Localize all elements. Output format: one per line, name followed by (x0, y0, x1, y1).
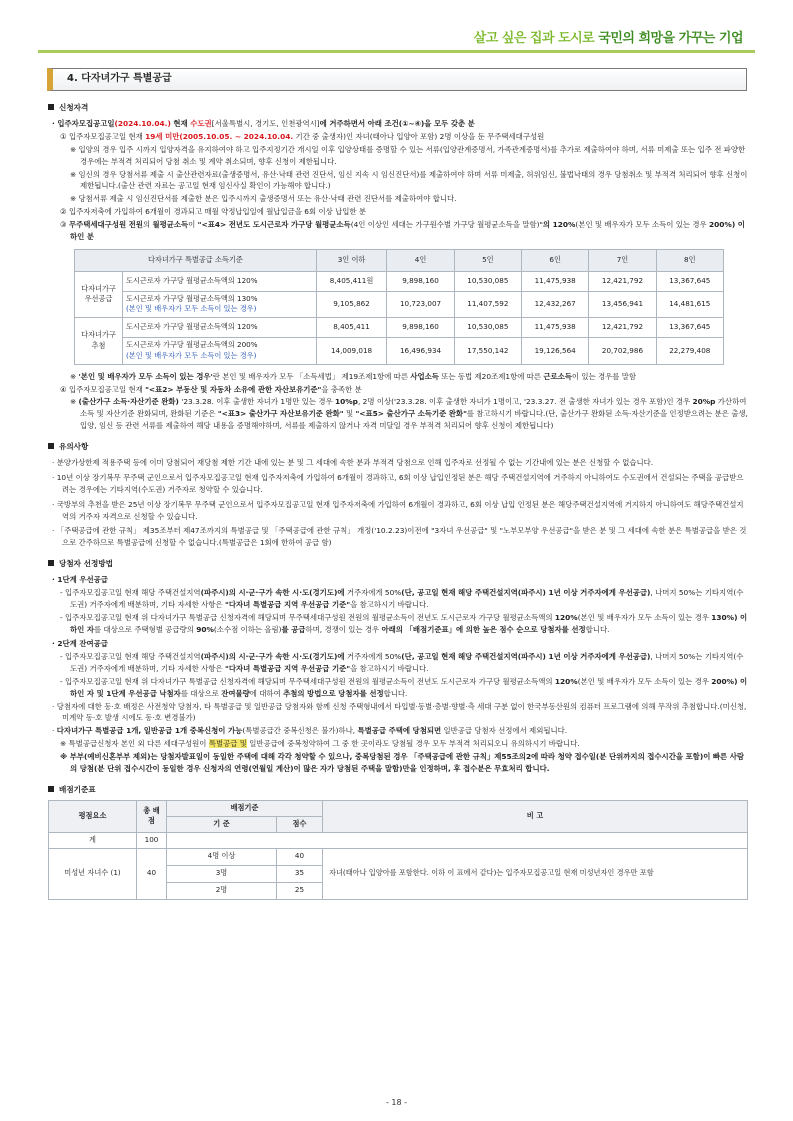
s2-a2: (파주시)의 시·군·구가 속한 시·도(경기도)에 (200, 652, 345, 662)
table-cell: 13,367,645 (656, 271, 723, 291)
birth-relief-note (48, 396, 750, 432)
row-label-text: 도시근로자 가구당 월평균소득액의 200% (126, 340, 258, 350)
table-cell: 10,530,085 (454, 271, 521, 291)
row-label-sub: (본인 및 배우자가 모두 소득이 있는 경우) (126, 350, 257, 360)
tnote-e: 또는 동법 제20조제1항에 따른 (438, 371, 544, 381)
table-cell: 12,432,267 (521, 291, 588, 318)
square-bullet-icon (48, 104, 54, 110)
table-cell: 3명 (167, 865, 277, 882)
stage-2-title: · 2단계 잔여공급 (52, 639, 108, 649)
table-header-row (49, 800, 748, 816)
table-header: 8인 (656, 249, 723, 271)
page-number: - 18 - (385, 1098, 408, 1107)
c4n-i: 및 (343, 409, 356, 419)
scoring-heading (48, 784, 750, 796)
table-header: 7인 (589, 249, 656, 271)
s1-b12: 합니다. (585, 624, 610, 634)
s2-a7: 을 참고하시기 바랍니다. (350, 664, 429, 674)
c3-d: 월평균소득 (152, 219, 189, 229)
s2-b6: 를 대상으로 (180, 688, 222, 698)
unit-assignment-note: · 당첨자에 대한 동·호 배정은 사전청약 당첨자, 타 특별공급 및 일반공급 당첨자와 함께 신청 주택형내에서 타입별·동별·층별·향별·측 세대 구분 없이 한국부동산원의 컴퓨터 프로그램에 의해 무작위 추첨합니다.(미신청, 미계약 동·호 발생 시에도 동·호 변경불가) (52, 701, 747, 723)
table-header: 3인 이하 (316, 249, 387, 271)
intro-date: (2024.10.04.) (114, 119, 171, 129)
table-cell: 14,481,615 (656, 291, 723, 318)
table-cell: 40 (137, 848, 167, 899)
row-label-sub: (본인 및 배우자가 모두 소득이 있는 경우) (126, 304, 257, 314)
s2-a6: "다자녀 특별공급 지역 우선공급 기준" (224, 664, 351, 674)
c1-d: 기간 중 출생자)인 자녀(태아나 입양아 포함) 2명 이상을 둔 무주택세대구성원 (293, 131, 545, 141)
row-label-text: 도시근로자 가구당 월평균소득액의 120% (126, 322, 258, 332)
tnote-f: 근로소득 (543, 371, 572, 381)
household-duplicate-note (48, 738, 750, 750)
s2-b8: 에 대하여 (249, 688, 284, 698)
table-header: 5인 (454, 249, 521, 271)
p4-b: 다자녀가구 특별공급 1개, 일반공급 1개 중복신청이 가능 (56, 726, 243, 736)
table-cell: 자녀(태아나 입양아를 포함한다. 이하 이 표에서 같다)는 입주자모집공고일 현재 미성년자인 경우만 포함 (323, 848, 748, 899)
pregnancy-note: ※ 임신의 경우 당첨서류 제출 시 출산관련자료(출생증명서, 유산·낙태 관련 진단서, 임신 지속 시 임신진단서)를 제출하여야 하며 서류 미제출, 허위임신, 불법낙태의 경우 당첨취소 및 부적격 처리되어 향후 신청이 제한됩니다.(출산 관련 자료는 공고일 현재 임신사실 확인이 가능해야 합니다.) (70, 169, 748, 191)
intro-c: [서울특별시, 경기도, 인천광역시] (211, 119, 320, 129)
table-cell: 미성년 자녀수 (1) (49, 848, 137, 899)
s1-a1: - 입주자모집공고일 현재 해당 주택건설지역 (60, 588, 201, 598)
section-title: 4. 다자녀가구 특별공급 (47, 68, 747, 91)
table-header: 다자녀가구 특별공급 소득기준 (75, 249, 317, 271)
table-row (49, 848, 748, 865)
table-cell: 11,475,938 (521, 318, 588, 338)
condition-1 (48, 131, 750, 143)
selection-heading (48, 558, 750, 570)
table-cell: 19,126,564 (521, 338, 588, 365)
table-header: 평점요소 (49, 800, 137, 832)
c3-i: (본인 및 배우자가 모두 소득이 있는 경우 (575, 219, 709, 229)
p4-a: · (52, 726, 57, 736)
c3-c: 의 (142, 219, 153, 229)
duplicate-application-note (48, 725, 750, 737)
table-cell: 14,009,018 (316, 338, 387, 365)
c3-f: "<표4> 전년도 도시근로자 가구당 월평균소득 (197, 219, 351, 229)
s2-b5: ) 이하인 자 및 1단계 우선공급 낙첨자 (70, 676, 748, 698)
table-row (49, 832, 748, 848)
condition-4 (48, 384, 750, 396)
tagline-part-a: 살고 싶은 집과 도시로 (473, 31, 595, 46)
row-label-text: 도시근로자 가구당 월평균소득액의 120% (126, 275, 258, 285)
c1-a: ① 입주자모집공고일 현재 (60, 131, 146, 141)
income-standard-table (74, 249, 724, 365)
table-cell: 16,496,934 (387, 338, 454, 365)
c4n-d: 10%p (334, 397, 358, 407)
s1-b1: - 입주자모집공고일 현재 위 다자녀가구 특별공급 신청자격에 해당되며 무주택세대구성원 전원의 월평균소득이 전년도 도시근로자 가구당 월평균소득액의 (60, 612, 555, 622)
row-label (123, 338, 317, 365)
table-cell: 40 (277, 848, 323, 865)
s2-b4: 200% (711, 676, 735, 686)
c4n-f: 20%p (692, 397, 716, 407)
c4n-j: "<표5> 출산가구 소득기준 완화" (355, 409, 467, 419)
p4n-c: 일반공급에 중복청약하여 그 중 한 곳이라도 당첨될 경우 모두 부적격 처리되오니 유의하시기 바랍니다. (246, 739, 580, 749)
table-cell: 8,405,411원 (316, 271, 387, 291)
square-bullet-icon (48, 443, 54, 449)
table-row (75, 338, 724, 365)
c4-b: "<표2> 부동산 및 자동차 소유에 관한 자산보유기준" (145, 384, 322, 394)
row-label (123, 271, 317, 291)
s1-a7: 을 참고하시기 바랍니다. (350, 599, 429, 609)
c3-a: ③ (60, 219, 69, 229)
stage-1-region (48, 587, 750, 611)
diagnosis-note: ※ 당첨서류 제출 시 임신진단서를 제출한 분은 입주시까지 출생증명서 또는 유산·낙태 관련 진단서를 제출하여야 합니다. (70, 194, 457, 204)
tnote-c: 란 본인 및 배우자가 모두 「소득세법」 제19조제1항에 따른 (212, 371, 411, 381)
table-row (75, 291, 724, 318)
table-header: 비 고 (323, 800, 748, 832)
table-cell: 13,367,645 (656, 318, 723, 338)
table-cell: 12,421,792 (589, 271, 656, 291)
square-bullet-icon (48, 560, 54, 566)
table-cell: 9,105,862 (316, 291, 387, 318)
row-label (123, 291, 317, 318)
s1-b4: 130% (711, 612, 735, 622)
s2-b1: - 입주자모집공고일 현재 위 다자녀가구 특별공급 신청자격에 해당되며 무주택세대구성원 전원의 월평균소득이 전년도 도시근로자 가구당 월평균소득액의 (60, 676, 555, 686)
tagline-part-b: 국민의 희망을 가꾸는 기업 (598, 31, 743, 46)
table-cell: 2명 (167, 882, 277, 899)
tnote-b: '본인 및 배우자가 모두 소득이 있는 경우' (78, 371, 213, 381)
c4n-b: (출산가구 소득·자산기준 완화) (78, 397, 179, 407)
s1-b6: 를 대상으로 주택형별 공급량의 (94, 624, 197, 634)
table-cell: 20,702,986 (589, 338, 656, 365)
s2-a1: - 입주자모집공고일 현재 해당 주택건설지역 (60, 652, 201, 662)
c3-g: (4인 이상인 세대는 가구원수별 가구당 월평균소득을 말함)" (350, 219, 543, 229)
stage-2-region (48, 651, 750, 675)
table-cell: 25 (277, 882, 323, 899)
c4n-e: , 2명 이상('23.3.28. 이후 출생한 자녀가 1명이고, '23.3.27. 전 출생한 자녀가 있는 경우 포함)인 경우 (357, 397, 693, 407)
table-row (75, 318, 724, 338)
scoring-table (48, 800, 748, 900)
s1-b11: 아래의 「배점기준표」에 의한 높은 점수 순으로 당첨자를 선정 (381, 624, 586, 634)
row-label-text: 도시근로자 가구당 월평균소득액의 130% (126, 293, 258, 303)
s2-b9: 추첨의 방법으로 당첨자를 선정 (283, 688, 384, 698)
p4n-a: ※ 특별공급신청자 본인 외 다른 세대구성원이 (60, 739, 209, 749)
c3-b: 무주택세대구성원 전원 (68, 219, 143, 229)
table-header: 총 배점 (137, 800, 167, 832)
s1-b5: ) 이하인 자 (70, 612, 748, 634)
tnote-d: 사업소득 (410, 371, 439, 381)
page-content (48, 100, 750, 900)
heading-text: 유의사항 (59, 441, 89, 451)
s2-b7: 잔여물량 (221, 688, 250, 698)
intro-region: 수도권 (190, 119, 212, 129)
table-cell: 계 (49, 832, 137, 848)
s1-a4: (단, 공고일 현재 해당 주택건설지역(파주시) 1년 이상 거주자에게 우선공급) (401, 588, 651, 598)
header-divider (38, 50, 755, 53)
table-cell: 17,550,142 (454, 338, 521, 365)
s1-b10: 하며, 경쟁이 있는 경우 (305, 624, 382, 634)
table-header: 기 준 (167, 816, 277, 832)
heading-text: 신청자격 (59, 103, 89, 112)
intro-b: 현재 (170, 119, 191, 129)
table-cell: 9,898,160 (387, 318, 454, 338)
s2-b10: 합니다. (383, 688, 408, 698)
eligibility-intro (48, 118, 750, 130)
table-cell: 10,723,007 (387, 291, 454, 318)
tnote-g: 이 있는 경우를 말함 (571, 371, 637, 381)
c1-c: (2005.10.05. ~ 2024.10.04. (179, 131, 294, 141)
table-cell: 10,530,085 (454, 318, 521, 338)
caution-item: · 「주택공급에 관한 규칙」 제35조부터 제47조까지의 특별공급 및 「주택공급에 관한 규칙」 개정('10.2.23)이전에 "3자녀 우선공급" 및 "노부모부양 우선공급"을 받은 분 및 그 세대에 속한 분은 특별공급을 받은 것으로 간주하므로 특별공급에 신청할 수 없습니다.(특별공급은 1회에 한하여 공급 함) (52, 526, 747, 548)
c1-b: 19세 미만 (145, 131, 180, 141)
table-cell: 9,898,160 (387, 271, 454, 291)
table-cell: 8,405,411 (316, 318, 387, 338)
s1-b8: (소수점 이하는 올림) (213, 624, 282, 634)
c3-e: 이 (188, 219, 198, 229)
c4n-g: 가산하여 소득 및 자산기준 완화되며, 완화된 기준은 (80, 397, 747, 419)
condition-2: ② 입주자저축에 가입하여 6개월이 경과되고 매월 약정납입일에 월납입금을 6회 이상 납입한 분 (60, 207, 367, 217)
stage-2-criteria (48, 676, 750, 700)
s1-a2: (파주시)의 시·군·구가 속한 시·도(경기도)에 (200, 588, 345, 598)
row-group: 다자녀가구 추첨 (75, 318, 123, 365)
table-header: 4인 (387, 249, 454, 271)
tnote-a: ※ (70, 371, 79, 381)
table-cell: 100 (137, 832, 167, 848)
income-table-note (48, 371, 750, 383)
caution-item: · 국방부의 추천을 받은 25년 이상 장기복무 무주택 군인으로서 입주자모집공고일 현재 입주자저축에 가입하여 6개월이 경과하고, 6회 이상 납입 인정된 분은 해당주택건설지역에 거지하지 아니하여도 해당주택건설지역의 거주자 자격으로 신청할 수 있습니다. (52, 499, 744, 521)
heading-text: 당첨자 선정방법 (59, 559, 113, 569)
square-bullet-icon (48, 786, 54, 792)
table-cell: 11,475,938 (521, 271, 588, 291)
s2-a4: (단, 공고일 현재 해당 주택건설지역(파주시) 1년 이상 거주자에게 우선공급) (401, 652, 651, 662)
stage-1-criteria (48, 612, 750, 636)
heading-text: 배점기준표 (59, 784, 96, 794)
table-cell: 22,279,408 (656, 338, 723, 365)
corporate-tagline (474, 29, 743, 50)
c3-k: ) 이하인 분 (70, 219, 745, 241)
p4-e: 일반공급 당첨자 선정에서 제외됩니다. (441, 726, 568, 736)
p4n-b-highlight: 특별공급 및 (208, 739, 247, 749)
table-cell: 13,456,941 (589, 291, 656, 318)
s2-a5: , 나머지 50%는 기타지역(수도권) 거주자에게 배분하며, 기타 자세한 사항은 (70, 652, 744, 674)
row-group: 다자녀가구 우선공급 (75, 271, 123, 318)
c4n-a: ※ (70, 397, 79, 407)
stage-1-title: · 1단계 우선공급 (52, 575, 108, 585)
table-cell: 35 (277, 865, 323, 882)
c4n-k: 를 참고하시기 바랍니다.(단, 출산가구 완화된 소득·자산기준을 인정받으려는 분은 출생, 입양, 임신 등 관련 서류를 제출하여 해당 내용을 증명해야하며, 서류를 제출하지 않거나 자격 미달일 경우 부적격 처리되어 향후 신청이 제한됩니다) (80, 409, 748, 431)
s1-b9: 를 공급 (281, 624, 306, 634)
s1-a5: , 나머지 50%는 기타지역(수도권) 거주자에게 배분하며, 기타 자세한 사항은 (70, 588, 744, 609)
cautions-heading (48, 441, 750, 453)
adoption-note: ※ 입양의 경우 입주 시까지 입양자격을 유지하여야 하고 입주지정기간 개시일 이후 입양상태를 증명할 수 있는 서류(입양관계증명서, 가족관계증명서)를 추가로 제출하여야 하며, 서류 미제출 또는 입주 전 파양한 경우에는 부적격 처리되어 당첨 취소 및 계약 취소되며, 향후 신청이 제한됩니다. (70, 144, 746, 166)
c4-a: ④ 입주자모집공고일 현재 (60, 384, 146, 394)
s2-b2: 120% (554, 676, 578, 686)
s1-b3: (본인 및 배우자가 모두 소득이 있는 경우 (577, 612, 712, 622)
table-cell: 12,421,792 (589, 318, 656, 338)
s1-a3: 거주자에게 50% (344, 588, 402, 598)
condition-3 (48, 219, 750, 243)
table-cell: 11,407,592 (454, 291, 521, 318)
spouse-duplicate-note: ※ 부부(예비신혼부부 제외)는 당첨자발표일이 동일한 주택에 대해 각각 청약할 수 있으나, 중복당첨된 경우 「주택공급에 관한 규칙」제55조의2에 따라 청약 접수일(분 단위까지의 접수시간을 포함)이 빠른 사람의 당첨(분 단위 접수시간이 동일한 경우 신청자의 연령(연월일 계산)이 많은 자가 당첨된 주택을 말함)만을 인정하며, 후 접수분은 무효처리 합니다. (60, 751, 745, 773)
s1-b2: 120% (554, 612, 578, 622)
intro-d: 에 거주하면서 아래 조건(①~④)을 모두 갖춘 분 (319, 119, 475, 129)
row-label (123, 318, 317, 338)
table-row (75, 271, 724, 291)
c3-j: 200% (708, 219, 732, 229)
eligibility-heading (48, 102, 750, 114)
table-header-row (75, 249, 724, 271)
table-header: 6인 (521, 249, 588, 271)
s1-b7: 90% (196, 624, 214, 634)
table-header: 배점기준 (167, 800, 323, 816)
table-header: 점수 (277, 816, 323, 832)
intro-a: · 입주자모집공고일 (52, 119, 115, 129)
p4-d: 특별공급 주택에 당첨되면 (357, 726, 442, 736)
s1-a6: "다자녀 특별공급 지역 우선공급 기준" (224, 599, 351, 609)
table-cell: 4명 이상 (167, 848, 277, 865)
c4n-h: "<표3> 출산가구 자산보유기준 완화" (217, 409, 344, 419)
p4-c: (특별공급간 중복신청은 불가)하나, (242, 726, 358, 736)
table-cell (167, 832, 748, 848)
s2-b3: (본인 및 배우자가 모두 소득이 있는 경우 (577, 676, 712, 686)
c4-c: 을 충족한 분 (321, 384, 362, 394)
caution-item: · 10년 이상 장기복무 무주택 군인으로서 입주자모집공고일 현재 입주자저축에 가입하여 6개월이 경과하고, 6회 이상 납입인정된 분은 해당 주택건설지역에 거주하지 아니하여도 수도권에서 건설되는 주택을 공급받으려는 경우에는 기타지역(수도권) 거주자로 청약할 수 있습니다. (52, 472, 744, 494)
c3-h: 의 120% (542, 219, 576, 229)
caution-item: · 분양가상한제 적용주택 등에 이미 당첨되어 재당첨 제한 기간 내에 있는 분 및 그 세대에 속한 분과 부적격 당첨으로 인해 입주자로 선정될 수 없는 기간내에 있는 분은 신청할 수 없습니다. (52, 458, 654, 468)
c4n-c: '23.3.28. 이후 출생한 자녀가 1명만 있는 경우 (178, 397, 335, 407)
s2-a3: 거주자에게 50% (344, 652, 402, 662)
